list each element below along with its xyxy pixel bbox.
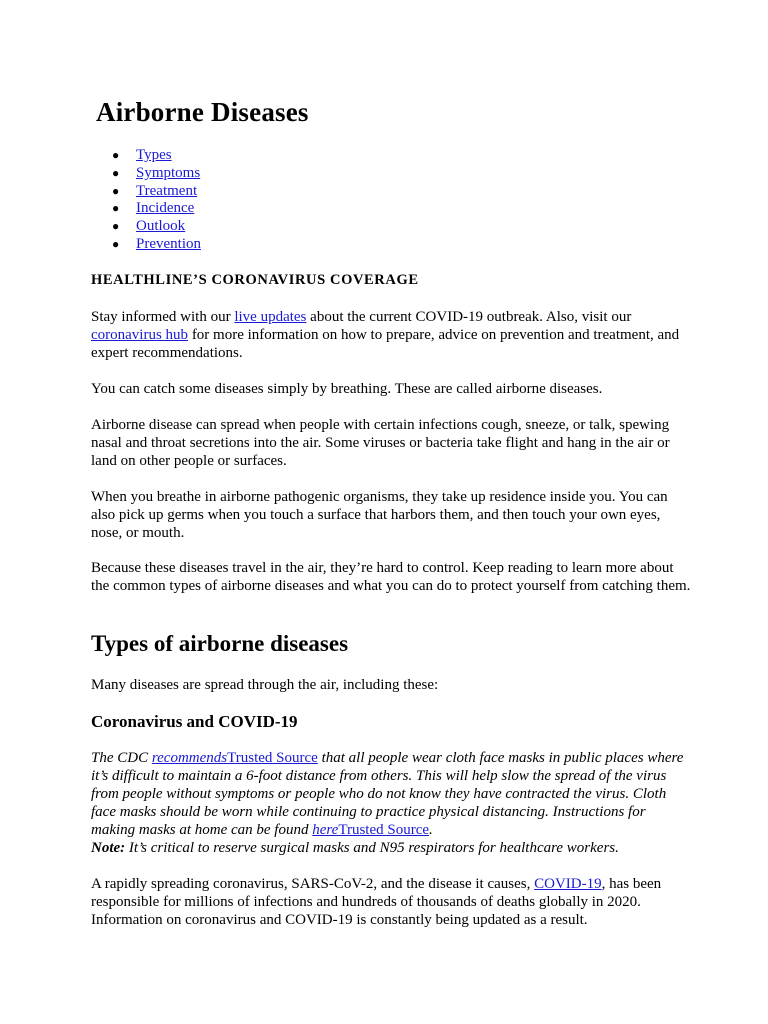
sars-paragraph bbox=[91, 875, 691, 929]
cdc-text: The CDC bbox=[91, 750, 152, 766]
coverage-paragraph bbox=[91, 308, 691, 362]
note-text: It’s critical to reserve surgical masks and N95 respirators for healthcare workers. bbox=[125, 840, 619, 856]
breathe-in-paragraph: When you breathe in airborne pathogenic organisms, they take up residence inside you. You can also pick up germs when you touch a surface that harbors them, and then touch your own eyes, nose, or mouth. bbox=[91, 489, 668, 541]
coverage-text: about the current COVID-19 outbreak. Also, visit our bbox=[306, 309, 632, 325]
section-heading-types: Types of airborne diseases bbox=[91, 631, 349, 656]
toc-link-outlook[interactable]: Outlook bbox=[136, 218, 186, 235]
table-of-contents bbox=[91, 147, 201, 254]
toc-item bbox=[91, 218, 201, 236]
sars-text: , has been responsible for millions of infections and hundreds of thousands of deaths globally in 2020. Information on coronavirus and COVID-19 is constantly being updated as a result. bbox=[91, 876, 662, 928]
trusted-source-link[interactable]: Trusted Source bbox=[227, 750, 318, 766]
cdc-recommendation-paragraph bbox=[91, 749, 691, 857]
toc-item bbox=[91, 200, 201, 218]
toc-item bbox=[91, 165, 201, 183]
breathing-paragraph: You can catch some diseases simply by breathing. These are called airborne diseases. bbox=[91, 381, 603, 397]
coverage-text: Stay informed with our bbox=[91, 309, 235, 325]
toc-item bbox=[91, 236, 201, 254]
toc-link-symptoms[interactable]: Symptoms bbox=[136, 164, 201, 181]
note-label: Note: bbox=[91, 840, 126, 856]
bullet-icon: ● bbox=[112, 219, 120, 234]
many-diseases-paragraph: Many diseases are spread through the air, including these: bbox=[91, 677, 439, 693]
covid-19-link[interactable]: COVID-19 bbox=[534, 876, 602, 892]
subheading-covid: Coronavirus and COVID-19 bbox=[91, 712, 298, 731]
toc-link-incidence[interactable]: Incidence bbox=[136, 200, 195, 217]
bullet-icon: ● bbox=[112, 165, 120, 180]
toc-item bbox=[91, 183, 201, 201]
control-paragraph: Because these diseases travel in the air, they’re hard to control. Keep reading to learn more about the common types of airborne diseases and what you can do to protect yourself from catching them. bbox=[91, 560, 691, 594]
live-updates-link[interactable]: live updates bbox=[234, 309, 307, 325]
page-title: Airborne Diseases bbox=[96, 97, 309, 127]
bullet-icon: ● bbox=[112, 183, 120, 198]
toc-link-types[interactable]: Types bbox=[136, 147, 172, 163]
coverage-text: for more information on how to prepare, advice on prevention and treatment, and expert recommendations. bbox=[91, 327, 680, 361]
sars-text: A rapidly spreading coronavirus, SARS-CoV-2, and the disease it causes, bbox=[91, 876, 535, 892]
cdc-text: . bbox=[429, 822, 433, 838]
toc-link-treatment[interactable]: Treatment bbox=[136, 182, 198, 199]
coverage-heading: HEALTHLINE’S CORONAVIRUS COVERAGE bbox=[91, 272, 419, 288]
spread-paragraph: Airborne disease can spread when people with certain infections cough, sneeze, or talk, spewing nasal and throat secretions into the air. Some viruses or bacteria take flight and hang in the air or land on other people or surfaces. bbox=[91, 417, 670, 469]
bullet-icon: ● bbox=[112, 236, 120, 251]
here-link[interactable]: here bbox=[312, 822, 339, 838]
trusted-source-link[interactable]: Trusted Source bbox=[338, 822, 430, 838]
toc-link-prevention[interactable]: Prevention bbox=[136, 235, 201, 252]
bullet-icon: ● bbox=[112, 148, 120, 162]
toc-item bbox=[91, 147, 201, 165]
bullet-icon: ● bbox=[112, 201, 120, 216]
recommends-link[interactable]: recommends bbox=[151, 750, 228, 766]
cdc-text: that all people wear cloth face masks in public places where it’s difficult to maintain a 6-foot distance from others. This will help slow the spread of the virus from people without symptoms or people who do not know they have contracted the virus. Cloth face masks should be worn while continuing to practice physical distancing. Instructions for making masks at home can be found bbox=[91, 750, 684, 838]
coronavirus-hub-link[interactable]: coronavirus hub bbox=[91, 327, 189, 343]
